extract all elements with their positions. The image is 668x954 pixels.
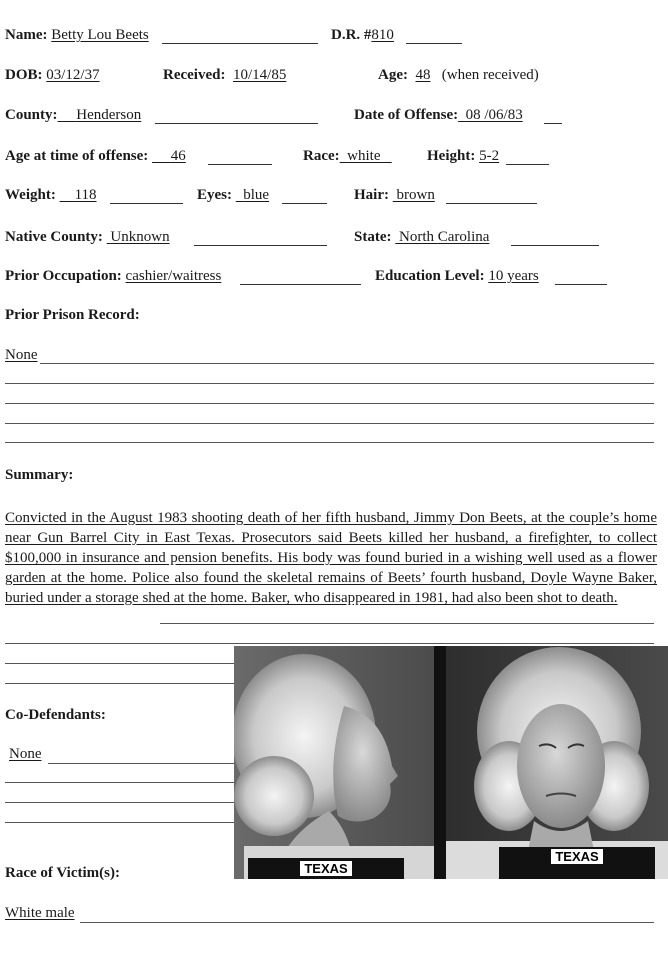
height-value: 5-2 <box>479 148 500 164</box>
state-label: State <box>354 229 387 245</box>
prior-prison-line-5 <box>5 442 654 443</box>
weight-field: Weight: 118 <box>5 187 97 203</box>
co-defendants-line-3 <box>5 802 234 803</box>
co-defendants-heading: Co-Defendants: <box>5 707 106 723</box>
native-county-value: Unknown <box>110 229 170 245</box>
education-label: Education Level <box>375 268 480 284</box>
native-county-field: Native County: Unknown <box>5 229 170 245</box>
prior-occupation-value: cashier/waitress <box>125 268 222 284</box>
prior-prison-line-3 <box>5 403 654 404</box>
age-label: Age <box>378 67 403 83</box>
prior-occupation-field: Prior Occupation: cashier/waitress <box>5 268 222 284</box>
race-value: white <box>347 148 381 164</box>
education-value: 10 years <box>488 268 539 284</box>
weight-value: 118 <box>74 187 97 203</box>
county-field: County: Henderson <box>5 107 142 123</box>
age-at-offense-underline <box>208 164 272 165</box>
native-county-label: Native County <box>5 229 98 245</box>
weight-label: Weight <box>5 187 51 203</box>
race-of-victims-heading: Race of Victim(s): <box>5 865 120 881</box>
county-label: County <box>5 107 53 123</box>
height-field: Height: 5-2 <box>427 148 500 164</box>
mugshot-image <box>234 646 668 879</box>
summary-line-3 <box>5 663 234 664</box>
name-underline <box>162 43 318 44</box>
placard-left: TEXAS <box>248 858 404 879</box>
height-underline <box>506 164 549 165</box>
summary-line-4 <box>5 683 234 684</box>
state-field: State: North Carolina <box>354 229 490 245</box>
race-of-victims-value: White male <box>5 905 75 921</box>
date-of-offense-underline <box>544 123 562 124</box>
hair-field: Hair: brown <box>354 187 435 203</box>
co-defendants-value: None <box>9 746 42 762</box>
prior-prison-value: None <box>5 347 38 363</box>
dr-value: 810 <box>371 27 394 43</box>
date-of-offense-label: Date of Offense <box>354 107 454 123</box>
state-underline <box>511 245 599 246</box>
co-defendants-line-4 <box>5 822 234 823</box>
eyes-label: Eyes <box>197 187 227 203</box>
dob-value: 03/12/37 <box>46 67 100 83</box>
name-field: Name: Betty Lou Beets <box>5 27 149 43</box>
dr-field <box>331 27 394 44</box>
prior-prison-line-2 <box>5 383 654 384</box>
county-value: Henderson <box>76 107 142 123</box>
eyes-underline <box>282 203 327 204</box>
state-value: North Carolina <box>399 229 490 245</box>
prior-prison-label: Prior Prison Record <box>5 307 135 323</box>
co-defendants-line-1 <box>48 763 234 764</box>
race-label: Race <box>303 148 335 164</box>
age-at-offense-label: Age at time of offense <box>5 148 144 164</box>
prior-occupation-underline <box>240 284 361 285</box>
age-at-offense-field: Age at time of offense: 46 <box>5 148 186 164</box>
dr-label: D.R. # <box>331 27 372 43</box>
county-underline <box>155 123 318 124</box>
prior-prison-line-1 <box>40 363 654 364</box>
height-label: Height <box>427 148 471 164</box>
received-label: Received <box>163 67 221 83</box>
received-field: Received: 10/14/85 <box>163 67 287 83</box>
date-of-offense-value: 08 /06/83 <box>465 107 523 123</box>
summary-line-2 <box>5 643 654 644</box>
education-field: Education Level: 10 years <box>375 268 539 284</box>
race-of-victims-line <box>80 922 654 923</box>
prior-occupation-label: Prior Occupation <box>5 268 117 284</box>
summary-line-1 <box>160 623 654 624</box>
summary-text: Convicted in the August 1983 shooting death of her fifth husband, Jimmy Don Beets, at the couple’s home near Gun Barrel City in East Texas. Prosecutors said Beets killed her husband, a firefighter, to collect $100,000 in insurance and pension benefits. His body was found buried in a wishing well used as a flower garden at the home. Police also found the skeletal remains of Beets’ fourth husband, Doyle Wayne Baker, buried under a storage shed at the home. Baker, who disappeared in 1981, had also been shot to death. <box>5 510 657 606</box>
hair-label: Hair <box>354 187 384 203</box>
name-value: Betty Lou Beets <box>51 27 149 43</box>
weight-underline <box>110 203 183 204</box>
age-at-offense-value: 46 <box>170 148 186 164</box>
placard-right: TEXAS <box>499 847 655 879</box>
education-underline <box>555 284 607 285</box>
dr-underline <box>406 43 462 44</box>
dob-label: DOB <box>5 67 38 83</box>
summary-heading: Summary: <box>5 467 74 483</box>
native-county-underline <box>194 245 327 246</box>
race-field: Race: white <box>303 148 381 164</box>
received-value: 10/14/85 <box>232 67 287 83</box>
age-value: 48 <box>415 67 431 83</box>
dob-field: DOB: 03/12/37 <box>5 67 100 83</box>
date-of-offense-field: Date of Offense: 08 /06/83 <box>354 107 523 123</box>
prior-prison-line-4 <box>5 423 654 424</box>
co-defendants-line-2 <box>5 782 234 783</box>
hair-value: brown <box>396 187 435 203</box>
age-field: Age: 48 (when received) <box>378 67 539 83</box>
prior-prison-heading: Prior Prison Record: <box>5 307 140 323</box>
eyes-value: blue <box>243 187 270 203</box>
hair-underline <box>446 203 537 204</box>
name-label: Name <box>5 27 43 43</box>
mugshot-photos <box>234 646 668 879</box>
age-note: (when received) <box>441 67 539 83</box>
eyes-field: Eyes: blue <box>197 187 270 203</box>
